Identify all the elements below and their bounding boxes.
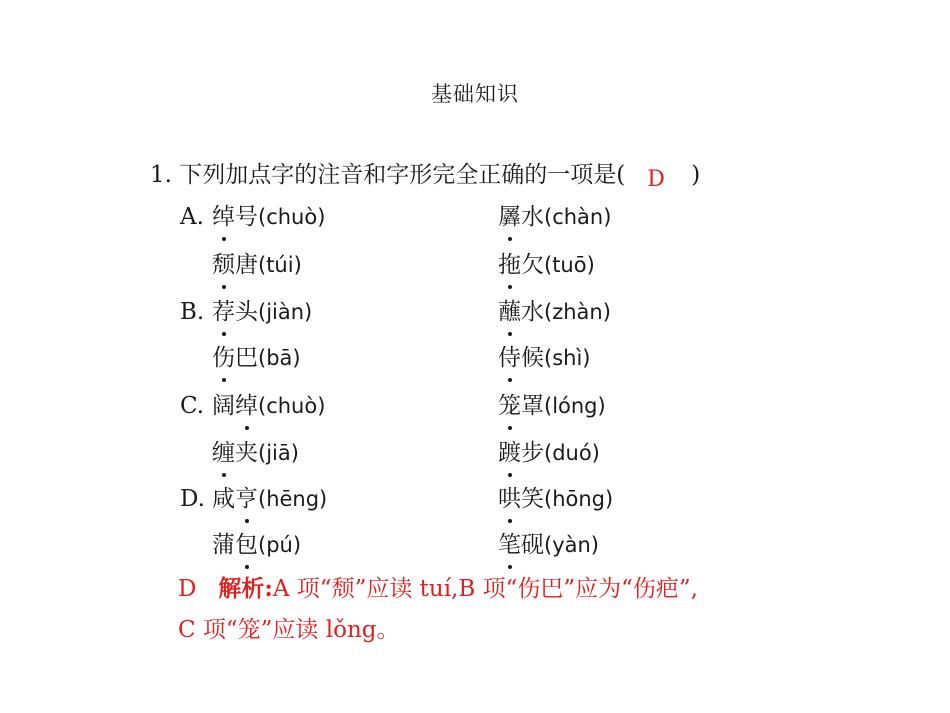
dotted-character: 笼 xyxy=(498,393,521,419)
pinyin: (chuò) xyxy=(258,394,326,418)
option-c-left-item-1 xyxy=(180,391,325,421)
pinyin: (túi) xyxy=(258,253,302,277)
word-suffix: 欠 xyxy=(521,252,544,278)
word-suffix: 笑 xyxy=(521,486,544,512)
dotted-character: 哄 xyxy=(498,486,521,512)
pinyin: (chuò) xyxy=(258,205,326,229)
option-letter: D. xyxy=(180,486,205,512)
pinyin: (jiàn) xyxy=(258,300,313,324)
option-letter: B. xyxy=(180,299,205,325)
pinyin: (jiā) xyxy=(258,441,299,465)
pinyin: (yàn) xyxy=(544,533,599,557)
dotted-character: 踱 xyxy=(498,440,521,466)
pinyin: (chàn) xyxy=(544,205,612,229)
dotted-character: 羼 xyxy=(498,204,521,230)
option-b-right-item-2 xyxy=(498,343,590,373)
option-letter: A. xyxy=(180,204,204,230)
word-prefix: 蒲 xyxy=(212,532,235,558)
option-c-right-item-2 xyxy=(498,438,600,468)
word-suffix: 步 xyxy=(521,440,544,466)
option-letter: C. xyxy=(180,393,205,419)
analysis-answer: D xyxy=(178,576,197,602)
pinyin: (lóng) xyxy=(544,394,606,418)
dotted-character: 拖 xyxy=(498,252,521,278)
question-stem xyxy=(150,156,701,192)
section-title: 基础知识 xyxy=(431,82,519,106)
question-close-paren: ) xyxy=(691,162,701,188)
dotted-character: 亨 xyxy=(235,486,258,512)
option-a-left-item-2 xyxy=(180,250,302,280)
word-suffix: 唐 xyxy=(235,252,258,278)
option-d-right-item-2 xyxy=(498,530,599,560)
option-d-left-item-1 xyxy=(180,484,327,514)
word-suffix: 罩 xyxy=(521,393,544,419)
analysis-text-2: C 项“笼”应读 lǒng。 xyxy=(178,617,400,643)
question-text: 下列加点字的注音和字形完全正确的一项是( xyxy=(179,162,626,188)
word-suffix: 水 xyxy=(521,204,544,230)
pinyin: (tuō) xyxy=(544,253,595,277)
option-b-left-item-1 xyxy=(180,297,312,327)
pinyin: (hēng) xyxy=(258,487,328,511)
dotted-character: 绰 xyxy=(235,393,258,419)
word-suffix: 砚 xyxy=(521,532,544,558)
analysis-line-2 xyxy=(178,611,399,644)
pinyin: (duó) xyxy=(544,441,600,465)
option-a-right-item-1 xyxy=(498,202,611,232)
dotted-character: 颓 xyxy=(212,252,235,278)
option-a-right-item-2 xyxy=(498,250,595,280)
question-number: 1. xyxy=(150,162,172,188)
dotted-character: 绰 xyxy=(212,204,235,230)
option-b-right-item-1 xyxy=(498,297,611,327)
pinyin: (shì) xyxy=(544,346,591,370)
word-prefix: 阔 xyxy=(212,393,235,419)
answer-letter: D xyxy=(647,167,665,192)
dotted-character: 侍 xyxy=(498,345,521,371)
pinyin: (bā) xyxy=(258,346,301,370)
word-suffix: 夹 xyxy=(235,440,258,466)
dotted-character: 笔 xyxy=(498,532,521,558)
analysis-label: 解析: xyxy=(218,575,273,602)
analysis-text-1: A 项“颓”应读 tuí,B 项“伤巴”应为“伤疤”, xyxy=(272,576,698,602)
pinyin: (pú) xyxy=(258,533,302,557)
option-d-right-item-1 xyxy=(498,484,613,514)
option-b-left-item-2 xyxy=(180,343,301,373)
dotted-character: 荐 xyxy=(212,299,235,325)
dotted-character: 缠 xyxy=(212,440,235,466)
option-c-left-item-2 xyxy=(180,438,299,468)
word-suffix: 头 xyxy=(235,299,258,325)
word-suffix: 号 xyxy=(235,204,258,230)
option-c-right-item-1 xyxy=(498,391,606,421)
word-suffix: 巴 xyxy=(235,345,258,371)
word-suffix: 水 xyxy=(521,299,544,325)
dotted-character: 伤 xyxy=(212,345,235,371)
word-prefix: 咸 xyxy=(212,486,235,512)
option-a-left-item-1 xyxy=(180,202,325,232)
dotted-character: 包 xyxy=(235,532,258,558)
option-d-left-item-2 xyxy=(180,530,301,560)
pinyin: (hōng) xyxy=(544,487,614,511)
word-suffix: 候 xyxy=(521,345,544,371)
analysis-line-1 xyxy=(178,570,698,603)
pinyin: (zhàn) xyxy=(544,300,611,324)
dotted-character: 蘸 xyxy=(498,299,521,325)
